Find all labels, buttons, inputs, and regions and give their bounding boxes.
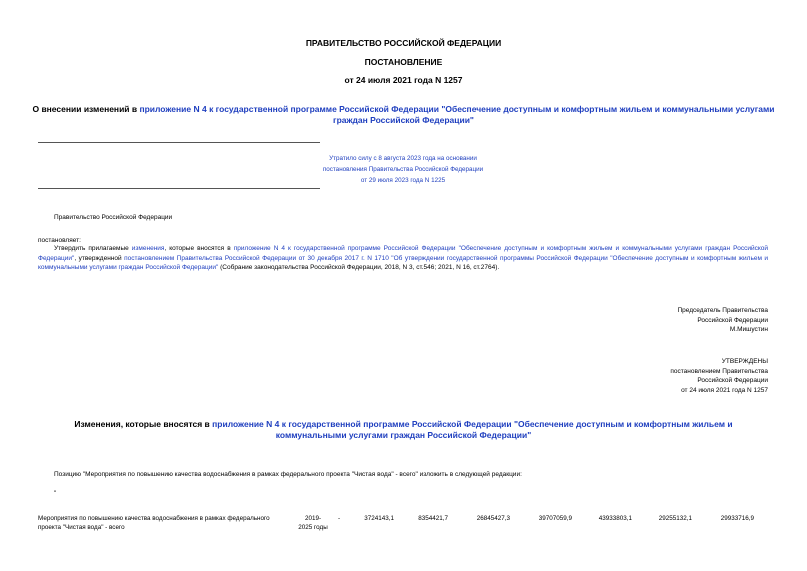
document-type: ПОСТАНОВЛЕНИЕ	[364, 57, 443, 67]
row-value: 29255132,1	[658, 515, 692, 522]
document-date: от 24 июля 2021 года N 1257	[344, 75, 463, 85]
row-value: 39707059,9	[538, 515, 572, 522]
p1-text-c: , утвержденной	[74, 254, 125, 262]
intro-text: Правительство Российской Федерации	[54, 214, 173, 221]
status-note	[220, 153, 586, 186]
signature-line1: Председатель Правительства	[677, 307, 768, 314]
changes-link[interactable]: изменения	[131, 245, 165, 252]
appendix-link[interactable]: приложение N 4 к государственной программе Российской Федерации "Обеспечение доступным и комфортным жильем и коммунальными услугами граждан Российской Федерации"	[38, 245, 768, 262]
signature-line3: М.Мишустин	[729, 326, 768, 333]
status-note-link1[interactable]: постановления Правительства Российской Федерации	[322, 166, 484, 173]
row-value: 3724143,1	[364, 515, 394, 522]
row-value: 29933716,9	[720, 515, 754, 522]
divider-top	[38, 142, 320, 143]
signature-block	[677, 306, 768, 335]
main-paragraph	[38, 244, 768, 273]
document-title	[30, 104, 777, 126]
title-prefix: О внесении изменений в	[32, 104, 140, 114]
p1-text-b: , которые вносятся в	[164, 245, 234, 252]
government-heading: ПРАВИТЕЛЬСТВО РОССИЙСКОЙ ФЕДЕРАЦИИ	[305, 38, 502, 48]
p1-text-a: Утвердить прилагаемые	[54, 245, 132, 252]
approval-block	[670, 357, 768, 395]
approval-line1: УТВЕРЖДЕНЫ	[721, 358, 768, 365]
decree-text: постановляет:	[38, 237, 81, 244]
changes-title-prefix: Изменения, которые вносятся в	[74, 419, 213, 429]
row-name: Мероприятия по повышению качества водоснабжения в рамках федерального проекта "Чистая вода" - всего	[38, 515, 270, 531]
changes-title-link[interactable]: приложение N 4 к государственной программе Российской Федерации "Обеспечение доступным и комфортным жильем и коммунальными услугами граждан Российской Федерации"	[212, 419, 733, 440]
status-note-line1: Утратило силу с 8 августа 2023 года на основании	[329, 155, 477, 162]
approval-line3: Российской Федерации	[697, 377, 768, 384]
row-value: 26845427,3	[476, 515, 510, 522]
row-dash: -	[338, 515, 341, 522]
row-years: 2019- 2025 годы	[298, 515, 328, 531]
approval-line2: постановлением Правительства	[670, 367, 768, 375]
row-value: 8354421,7	[418, 515, 448, 522]
status-note-link2[interactable]: от 29 июля 2023 года N 1225	[360, 177, 446, 184]
changes-title	[50, 419, 757, 441]
quote-mark: "	[54, 490, 57, 497]
p1-text-d: (Собрание законодательства Российской Федерации, 2018, N 3, ст.546; 2021, N 16, ст.2764).	[218, 264, 500, 271]
position-instruction: Позицию "Мероприятия по повышению качества водоснабжения в рамках федерального проекта "Чистая вода" - всего" изложить в следующей редакции:	[54, 471, 522, 478]
row-value: 43933803,1	[598, 515, 632, 522]
approval-line4: от 24 июля 2021 года N 1257	[681, 386, 768, 394]
signature-line2: Российской Федерации	[697, 316, 768, 324]
resolution-link[interactable]: постановлением Правительства Российской Федерации от 30 декабря 2017 г. N 1710 "Об утверждении государственной программы Российской Федерации "Обеспечение доступным и комфортным жильем и коммунальными услугами граждан Российской Федерации"	[38, 254, 769, 271]
title-link[interactable]: приложение N 4 к государственной программе Российской Федерации "Обеспечение доступным и комфортным жильем и коммунальными услугами граждан Российской Федерации"	[139, 104, 775, 125]
divider-bottom	[38, 188, 320, 189]
